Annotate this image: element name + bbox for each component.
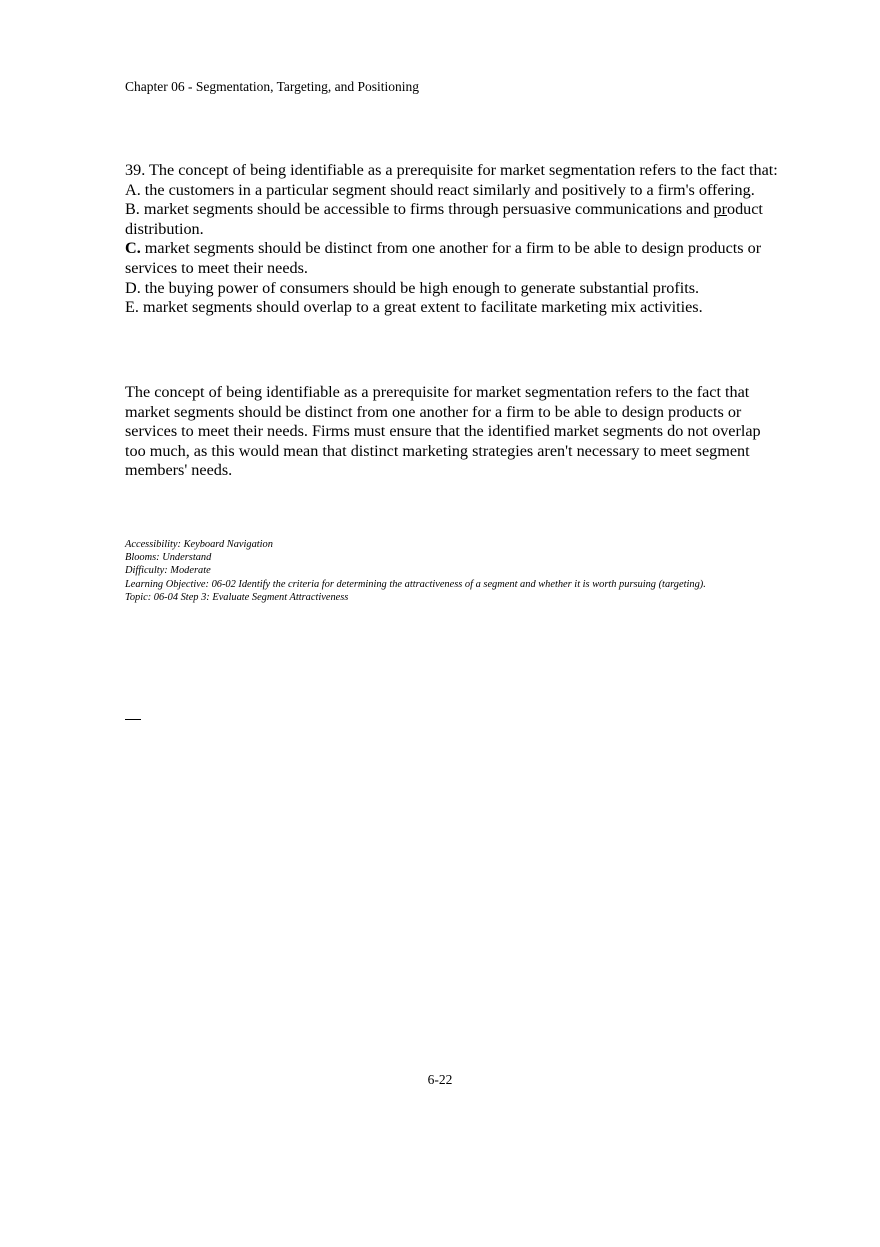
meta-difficulty: Difficulty: Moderate	[125, 565, 211, 577]
option-a	[125, 181, 785, 201]
meta-topic: Topic: 06-04 Step 3: Evaluate Segment Attractiveness	[125, 591, 349, 603]
option-letter: D.	[125, 278, 141, 297]
page-number: 6-22	[427, 1072, 453, 1087]
chapter-header: Chapter 06 - Segmentation, Targeting, and Positioning	[125, 79, 420, 94]
option-e	[125, 298, 785, 318]
meta-learning-objective: Learning Objective: 06-02 Identify the criteria for determining the attractiveness of a segment and whether it is worth pursuing (targeting).	[125, 578, 706, 590]
option-d	[125, 279, 785, 299]
option-text-continued: oduct distribution.	[125, 200, 763, 238]
option-text: market segments should be distinct from one another for a firm to be able to design products or services to meet their needs.	[125, 239, 762, 277]
option-text: the customers in a particular segment should react similarly and positively to a firm's offering.	[144, 180, 755, 199]
option-text: market segments should be accessible to firms through persuasive communications and	[143, 200, 714, 219]
correct-option-letter: C.	[125, 239, 141, 258]
meta-blooms: Blooms: Understand	[125, 552, 212, 564]
separator-dash	[125, 719, 141, 720]
option-letter: A.	[125, 180, 141, 199]
option-text: the buying power of consumers should be high enough to generate substantial profits.	[144, 278, 700, 297]
question-metadata	[125, 538, 805, 604]
meta-accessibility: Accessibility: Keyboard Navigation	[125, 539, 273, 550]
option-b	[125, 200, 785, 239]
question-stem: 39. The concept of being identifiable as a prerequisite for market segmentation refers to the fact that:	[125, 161, 778, 179]
underlined-fragment: pr	[713, 200, 727, 219]
option-letter: B.	[125, 200, 140, 219]
option-text: market segments should overlap to a great extent to facilitate marketing mix activities.	[142, 298, 703, 317]
question-block	[125, 161, 785, 318]
answer-explanation: The concept of being identifiable as a prerequisite for market segmentation refers to the fact that market segments should be distinct from one another for a firm to be able to design products or services to meet their needs. Firms must ensure that the identified market segments do not overlap too much, as this would mean that distinct marketing strategies aren't necessary to meet segment members' needs.	[125, 383, 761, 480]
option-c-correct	[125, 239, 785, 278]
option-letter: E.	[125, 298, 139, 317]
